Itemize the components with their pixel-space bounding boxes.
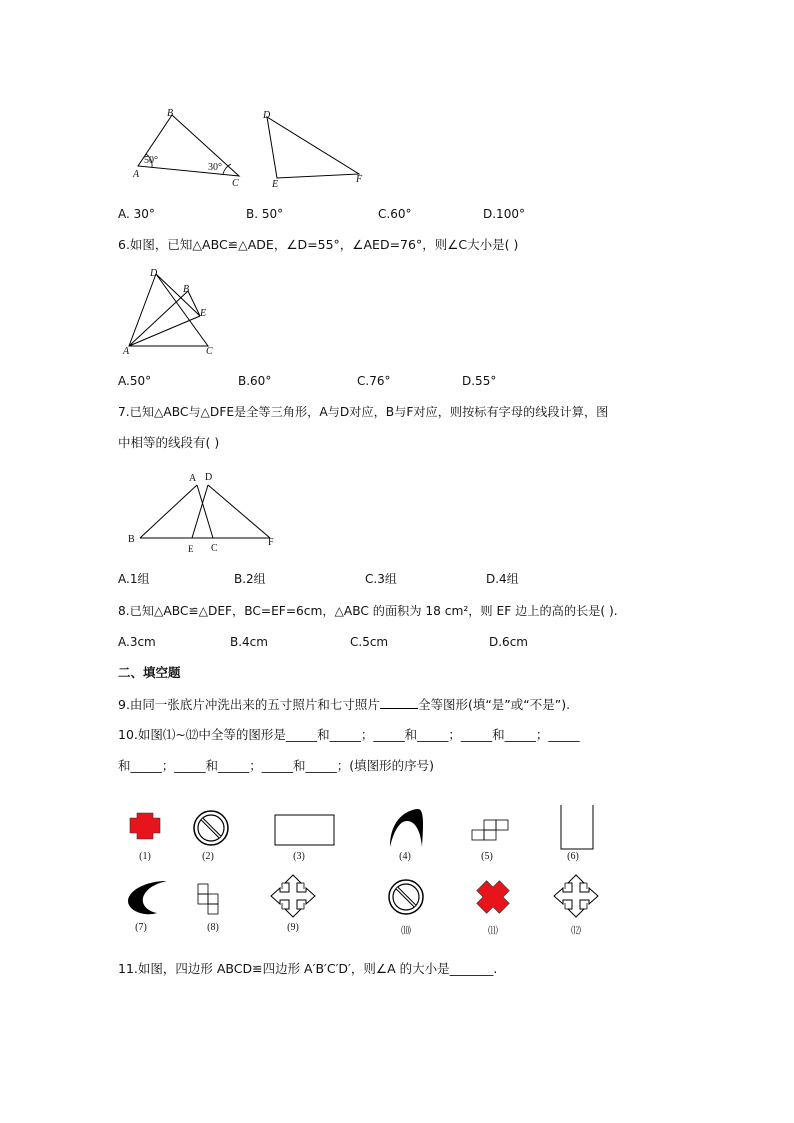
q7-label-A: A bbox=[189, 473, 197, 484]
triangle-def bbox=[267, 117, 359, 178]
q10-line1: 10.如图⑴~⑿中全等的图形是_____和_____；_____和_____；_____和_____；_____ bbox=[118, 727, 580, 742]
caption-7: (7) bbox=[135, 922, 147, 933]
q6-figure bbox=[120, 262, 230, 362]
shape-2-no-sign bbox=[194, 811, 228, 845]
caption-6: (6) bbox=[567, 851, 579, 862]
q7-label-D: D bbox=[205, 472, 213, 483]
q6-label-E: E bbox=[200, 308, 207, 319]
label-A: A bbox=[133, 169, 140, 180]
q6-stem: 6.如图，已知△ABC≌△ADE，∠D=55°，∠AED=76°，则∠C大小是( ) bbox=[118, 237, 519, 252]
q10-line2: 和_____；_____和_____；_____和_____；(填图形的序号) bbox=[118, 758, 435, 773]
q5-option-d[interactable]: D.100° bbox=[483, 207, 525, 221]
label-F: F bbox=[356, 174, 363, 185]
q6-option-c[interactable]: C.76° bbox=[357, 374, 391, 388]
caption-5: (5) bbox=[481, 851, 493, 862]
q8-option-d[interactable]: D.6cm bbox=[489, 635, 528, 649]
q8-option-b[interactable]: B.4cm bbox=[230, 635, 268, 649]
label-D: D bbox=[263, 110, 271, 121]
q7-label-B: B bbox=[128, 534, 135, 545]
q7-option-a[interactable]: A.1组 bbox=[118, 572, 150, 586]
label-C: C bbox=[232, 178, 239, 189]
q7-option-c[interactable]: C.3组 bbox=[365, 572, 397, 586]
q9-stem-post: 全等图形(填“是”或“不是”). bbox=[417, 697, 571, 712]
shape-10-no-sign bbox=[389, 880, 423, 914]
shape-12-arrow-cross bbox=[554, 875, 598, 917]
caption-11: ⑾ bbox=[488, 926, 498, 937]
q7-option-d[interactable]: D.4组 bbox=[486, 572, 519, 586]
q9-blank[interactable] bbox=[380, 696, 418, 709]
shape-7-crescent bbox=[128, 881, 167, 914]
q9-stem-pre: 9.由同一张底片冲洗出来的五寸照片和七寸照片 bbox=[118, 697, 380, 712]
q6-label-C: C bbox=[206, 346, 213, 357]
q7-label-E: E bbox=[188, 544, 194, 554]
q6-option-a[interactable]: A.50° bbox=[118, 374, 152, 388]
q9-stem bbox=[118, 696, 570, 713]
caption-4: (4) bbox=[399, 851, 411, 862]
shape-5-grid bbox=[472, 820, 508, 840]
q6-option-b[interactable]: B.60° bbox=[238, 374, 272, 388]
caption-2: (2) bbox=[202, 851, 214, 862]
section-title-fill-in: 二、填空题 bbox=[118, 665, 181, 680]
label-E: E bbox=[272, 179, 279, 190]
q5-figures bbox=[120, 100, 380, 200]
angle-c-label: 30° bbox=[208, 162, 222, 173]
angle-a-label: 50° bbox=[144, 155, 158, 166]
q6-label-D: D bbox=[150, 268, 158, 279]
caption-12: ⑿ bbox=[571, 926, 581, 937]
q6-label-A: A bbox=[123, 346, 130, 357]
q7-stem-line1: 7.已知△ABC与△DFE是全等三角形，A与D对应，B与F对应，则按标有字母的线段计算，图 bbox=[118, 405, 609, 419]
caption-10: ⑽ bbox=[401, 926, 411, 937]
shape-3-rectangle bbox=[275, 815, 334, 845]
q5-option-a[interactable]: A. 30° bbox=[118, 207, 155, 221]
q7-label-C: C bbox=[211, 543, 218, 554]
caption-1: (1) bbox=[139, 851, 151, 862]
q6-label-B: B bbox=[183, 284, 190, 295]
label-B: B bbox=[167, 108, 174, 119]
q11-stem: 11.如图，四边形 ABCD≌四边形 A′B′C′D′，则∠A 的大小是_______. bbox=[118, 961, 498, 976]
q6-option-d[interactable]: D.55° bbox=[462, 374, 497, 388]
caption-9: (9) bbox=[287, 922, 299, 933]
q8-option-c[interactable]: C.5cm bbox=[350, 635, 389, 649]
q7-stem-line2: 中相等的线段有( ) bbox=[118, 435, 220, 450]
q5-option-b[interactable]: B. 50° bbox=[246, 207, 284, 221]
shape-11-red-cross-rotated bbox=[470, 874, 515, 919]
shape-4-black-arch bbox=[390, 809, 423, 847]
shape-9-arrow-cross bbox=[271, 875, 315, 917]
shape-6-tall-rectangle bbox=[561, 805, 593, 849]
q5-option-c[interactable]: C.60° bbox=[378, 207, 412, 221]
caption-3: (3) bbox=[293, 851, 305, 862]
q10-shapes-row2 bbox=[120, 873, 620, 923]
q7-option-b[interactable]: B.2组 bbox=[234, 572, 266, 586]
q8-stem: 8.已知△ABC≌△DEF，BC=EF=6cm，△ABC 的面积为 18 cm²，则 EF 边上的高的长是( ). bbox=[118, 604, 618, 618]
shape-1-red-cross bbox=[130, 813, 160, 839]
caption-8: (8) bbox=[207, 922, 219, 933]
q8-option-a[interactable]: A.3cm bbox=[118, 635, 156, 649]
shape-8-grid bbox=[198, 884, 218, 914]
q7-label-F: F bbox=[268, 537, 274, 548]
